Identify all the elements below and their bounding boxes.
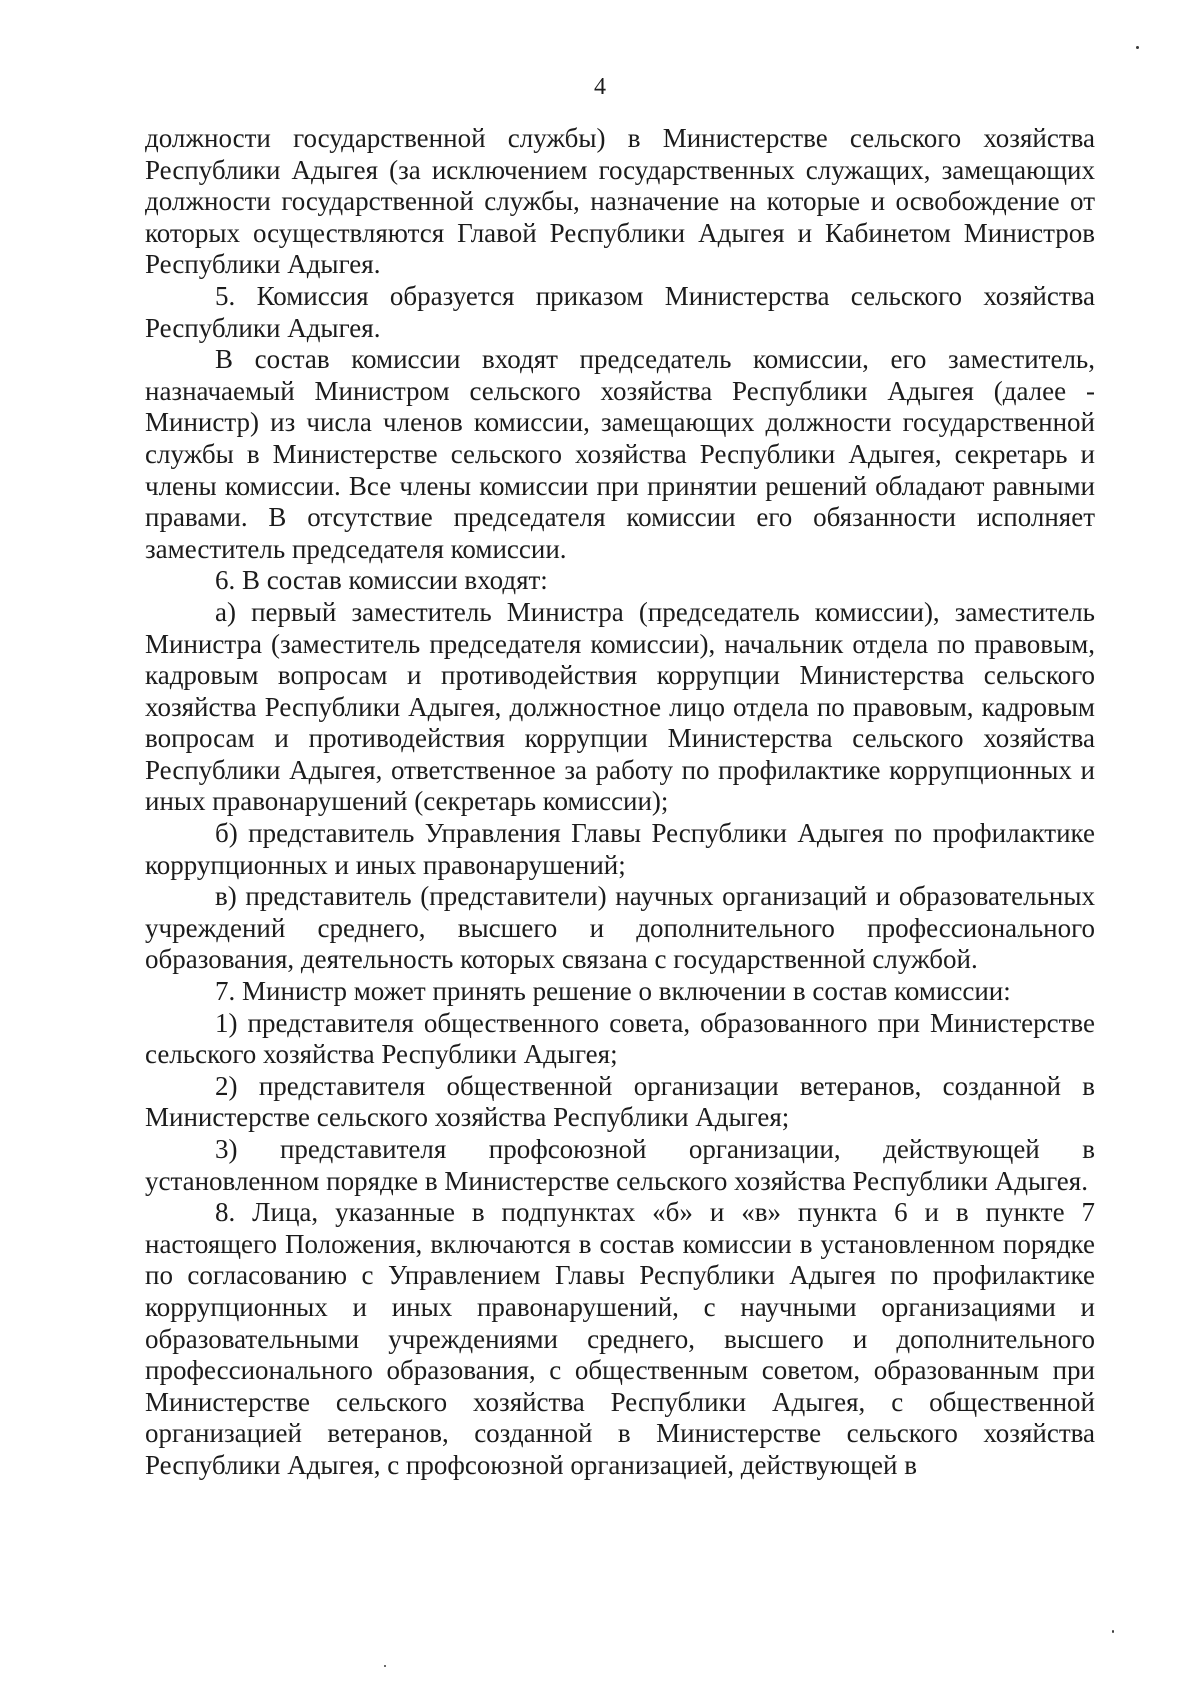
paragraph-4: 6. В состав комиссии входят: [215,565,548,596]
paragraph-2: 5. Комиссия образуется приказом Министерства сельского хозяйства Республики Адыгея. [145,280,1095,343]
scan-speck [1112,1630,1114,1633]
paragraph-8: 7. Министр может принять решение о включении в состав комиссии: [215,976,1011,1007]
paragraph-11: 3) представителя профсоюзной организации, действующей в установленном порядке в Министерстве сельского хозяйства Республики Адыгея. [145,1134,1095,1196]
paragraph-1: должности государственной службы) в Министерстве сельского хозяйства Республики Адыгея (за исключением государственных служащих, замещающих должности государственной службы, назначение на которые и освобождение от которых осуществляются Главой Республики Адыгея и Кабинетом Министров Республики Адыгея. [145,123,1095,280]
page-number: 4 [594,74,606,100]
paragraph-3: В состав комиссии входят председатель комиссии, его заместитель, назначаемый Министром сельского хозяйства Республики Адыгея (далее - Министр) из числа членов комиссии, замещающих должности государственной службы в Министерстве сельского хозяйства Республики Адыгея, секретарь и члены комиссии. Все члены комиссии при принятии решений обладают равными правами. В отсутствие председателя комиссии его обязанности исполняет заместитель председателя комиссии. [145,344,1095,564]
paragraph-9: 1) представителя общественного совета, образованного при Министерстве сельского хозяйства Республики Адыгея; [145,1007,1095,1070]
paragraph-6: б) представитель Управления Главы Республики Адыгея по профилактике коррупционных и иных правонарушений; [145,818,1095,880]
paragraph-10: 2) представителя общественной организации ветеранов, созданной в Министерстве сельского хозяйства Республики Адыгея; [145,1070,1095,1133]
scan-speck [1136,46,1139,49]
paragraph-7: в) представитель (представители) научных организаций и образовательных учреждений среднего, высшего и дополнительного профессионального образования, деятельность которых связана с государственной службой. [145,881,1095,975]
paragraph-5: а) первый заместитель Министра (председатель комиссии), заместитель Министра (заместитель председателя комиссии), начальник отдела по правовым, кадровым вопросам и противодействия коррупции Министерства сельского хозяйства Республики Адыгея, должностное лицо отдела по правовым, кадровым вопросам и противодействия коррупции Министерства сельского хозяйства Республики Адыгея, ответственное за работу по профилактике коррупционных и иных правонарушений (секретарь комиссии); [145,596,1095,817]
scan-speck [384,1665,386,1667]
paragraph-12: 8. Лица, указанные в подпунктах «б» и «в» пункта 6 и в пункте 7 настоящего Положения, включаются в состав комиссии в установленном порядке по согласованию с Управлением Главы Республики Адыгея по профилактике коррупционных и иных правонарушений, с научными организациями и образовательными учреждениями среднего, высшего и дополнительного профессионального образования, с общественным советом, образованным при Министерстве сельского хозяйства Республики Адыгея, с общественной организацией ветеранов, созданной в Министерстве сельского хозяйства Республики Адыгея, с профсоюзной организацией, действующей в [145,1197,1095,1480]
body-text [145,123,1095,1482]
